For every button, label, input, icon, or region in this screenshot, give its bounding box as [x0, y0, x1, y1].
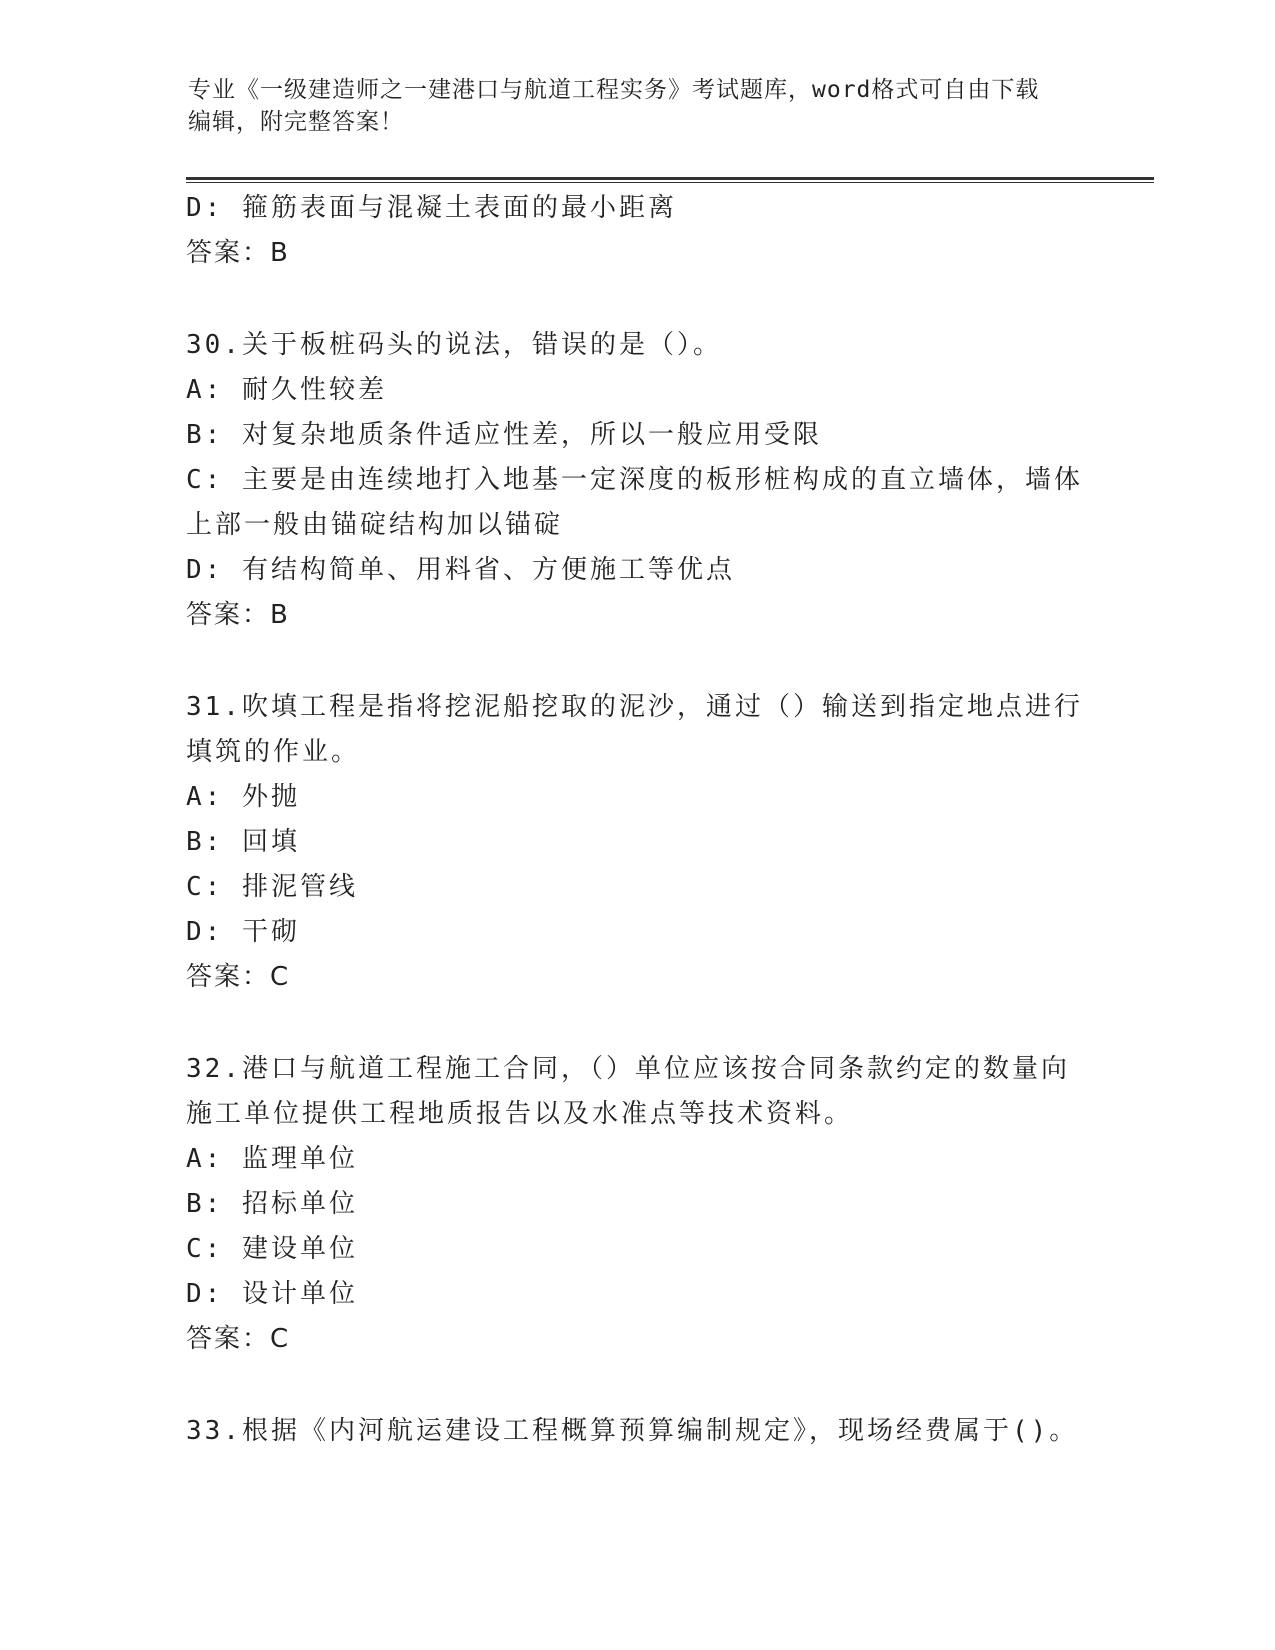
header-divider-thick	[186, 177, 1154, 180]
q32-option-a: A: 监理单位	[186, 1144, 358, 1174]
q32-option-c: C: 建设单位	[186, 1234, 358, 1264]
q32-answer: 答案：C	[186, 1324, 291, 1354]
q30-option-d: D: 有结构简单、用料省、方便施工等优点	[186, 555, 735, 585]
q32-option-d: D: 设计单位	[186, 1279, 358, 1309]
q30-option-b: B: 对复杂地质条件适应性差，所以一般应用受限	[186, 420, 822, 450]
q31-option-b: B: 回填	[186, 827, 300, 857]
q31-stem: 31.吹填工程是指将挖泥船挖取的泥沙，通过（）输送到指定地点进行	[186, 692, 1083, 722]
q30-option-c: C: 主要是由连续地打入地基一定深度的板形桩构成的直立墙体，墙体	[186, 465, 1083, 495]
q31-option-a: A: 外抛	[186, 782, 300, 812]
document-header	[188, 74, 1088, 138]
q29-option-d: D: 箍筋表面与混凝土表面的最小距离	[186, 193, 677, 223]
header-line-1: 专业《一级建造师之一建港口与航道工程实务》考试题库，word格式可自由下载	[188, 77, 1040, 103]
q30-option-c-cont: 上部一般由锚碇结构加以锚碇	[186, 510, 564, 540]
q31-option-c: C: 排泥管线	[186, 872, 358, 902]
q32-stem-cont: 施工单位提供工程地质报告以及水准点等技术资料。	[186, 1099, 854, 1129]
q32-option-b: B: 招标单位	[186, 1189, 358, 1219]
q32-stem: 32.港口与航道工程施工合同，（）单位应该按合同条款约定的数量向	[186, 1054, 1070, 1084]
q31-option-d: D: 干砌	[186, 917, 300, 947]
q30-answer: 答案：B	[186, 600, 290, 630]
q30-option-a: A: 耐久性较差	[186, 375, 387, 405]
q33-stem: 33.根据《内河航运建设工程概算预算编制规定》，现场经费属于()。	[186, 1416, 1079, 1446]
header-divider-thin	[186, 182, 1154, 183]
header-line-2: 编辑，附完整答案！	[188, 109, 404, 135]
q29-answer: 答案：B	[186, 238, 290, 268]
q31-answer: 答案：C	[186, 962, 291, 992]
q31-stem-cont: 填筑的作业。	[186, 737, 361, 767]
q30-stem: 30.关于板桩码头的说法，错误的是（）。	[186, 330, 722, 360]
